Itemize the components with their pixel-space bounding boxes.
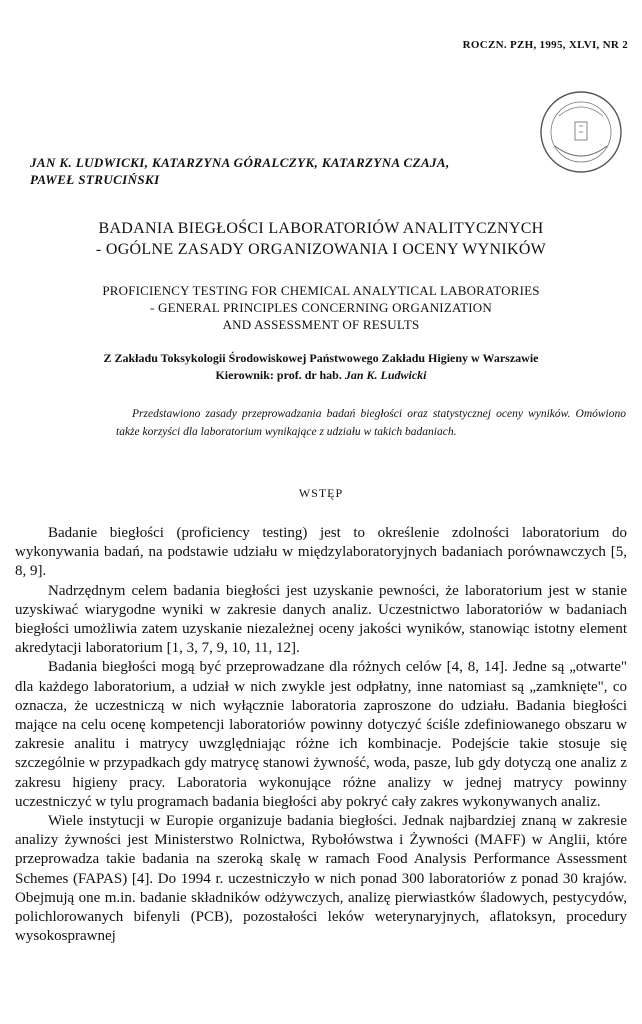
paragraph: Wiele instytucji w Europie organizuje badania biegłości. Jednak najbardziej znaną w zakresie analizy żywności jest Ministerstwo Rolnictwa, Rybołówstwa i Żywności (MAFF) w Anglii, które przeprowadza takie badania na szeroką skalę w ramach Food Analysis Performance Assessment Schemes (FAPAS) [4]. Do 1994 r. uczestniczyło w nich ponad 300 laboratoriów z ponad 30 krajów. Obejmują one m.in. badanie składników odżywczych, analizę pierwiastków śladowych, pestycydów, polichlorowanych bifenyli (PCB), pozostałości leków weterynaryjnych, aflatoksyn, procedury wysokosprawnej: [15, 813, 627, 945]
affiliation-head-label: Kierownik: prof. dr hab.: [215, 368, 342, 382]
abstract-text: Przedstawiono zasady przeprowadzania badań biegłości oraz statystycznej oceny wyników. Omówiono także korzyści dla laboratorium wynikające z udziału w takich badaniach.: [116, 408, 626, 438]
title-english-line-1: PROFICIENCY TESTING FOR CHEMICAL ANALYTICAL LABORATORIES: [102, 283, 540, 298]
title-english-line-2: - GENERAL PRINCIPLES CONCERNING ORGANIZATION: [150, 300, 492, 315]
body-text: [15, 524, 627, 946]
title-polish: [0, 218, 642, 260]
journal-reference: ROCZN. PZH, 1995, XLVI, NR 2: [462, 39, 628, 51]
abstract: [116, 405, 626, 441]
affiliation: [0, 350, 642, 384]
paragraph: Badanie biegłości (proficiency testing) jest to określenie zdolności laboratorium do wykonywania badań, na podstawie udziału w międzylaboratoryjnych badaniach porównawczych [5, 8, 9].: [15, 525, 627, 580]
title-polish-line-2: - OGÓLNE ZASADY ORGANIZOWANIA I OCENY WYNIKÓW: [95, 241, 547, 258]
paragraph: Nadrzędnym celem badania biegłości jest uzyskanie pewności, że laboratorium jest w stanie uzyskiwać wiarygodne wyniki w zakresie danych analiz. Uczestnictwo laboratoriów w badaniach biegłości umożliwia zatem uzyskanie niezależnej oceny jakości wyników, stanowiąc istotny element akredytacji laboratorium [1, 3, 7, 9, 10, 11, 12].: [15, 582, 627, 657]
author-line-1: JAN K. LUDWICKI, KATARZYNA GÓRALCZYK, KATARZYNA CZAJA,: [30, 155, 450, 170]
author-list: [30, 154, 450, 188]
affiliation-head: [0, 367, 642, 384]
library-stamp-icon: [535, 86, 627, 178]
section-heading: WSTĘP: [298, 486, 344, 500]
affiliation-institution: Z Zakładu Toksykologii Środowiskowej Państwowego Zakładu Higieny w Warszawie: [103, 351, 539, 365]
author-line-2: PAWEŁ STRUCIŃSKI: [30, 172, 160, 187]
title-polish-line-1: BADANIA BIEGŁOŚCI LABORATORIÓW ANALITYCZNYCH: [98, 220, 544, 237]
affiliation-head-name: Jan K. Ludwicki: [344, 368, 427, 382]
paragraph: Badania biegłości mogą być przeprowadzane dla różnych celów [4, 8, 14]. Jedne są „otwarte" dla każdego laboratorium, a udział w nich zwykle jest odpłatny, inne natomiast są „zamknięte", co oznacza, że uczestniczą w nich wyłącznie laboratoria zaproszone do udziału. Badania biegłości mające na celu ocenę kompetencji laboratoriów powinny dotyczyć ściśle zdefiniowanego obszaru w zakresie analitu i matrycy uwzględniając różne ich kombinacje. Podejście takie stosuje się szczególnie w przypadkach gdy matrycę stanowi żywność, woda, pasze, lub gdy dotyczą one analiz z zakresu higieny pracy. Laboratoria wykonujące różne analizy w jednej matrycy powinny uczestniczyć w tylu programach badania biegłości aby pokryć cały zakres wykonywanych analiz.: [15, 659, 627, 810]
title-english: [0, 282, 642, 333]
title-english-line-3: AND ASSESSMENT OF RESULTS: [222, 317, 420, 332]
